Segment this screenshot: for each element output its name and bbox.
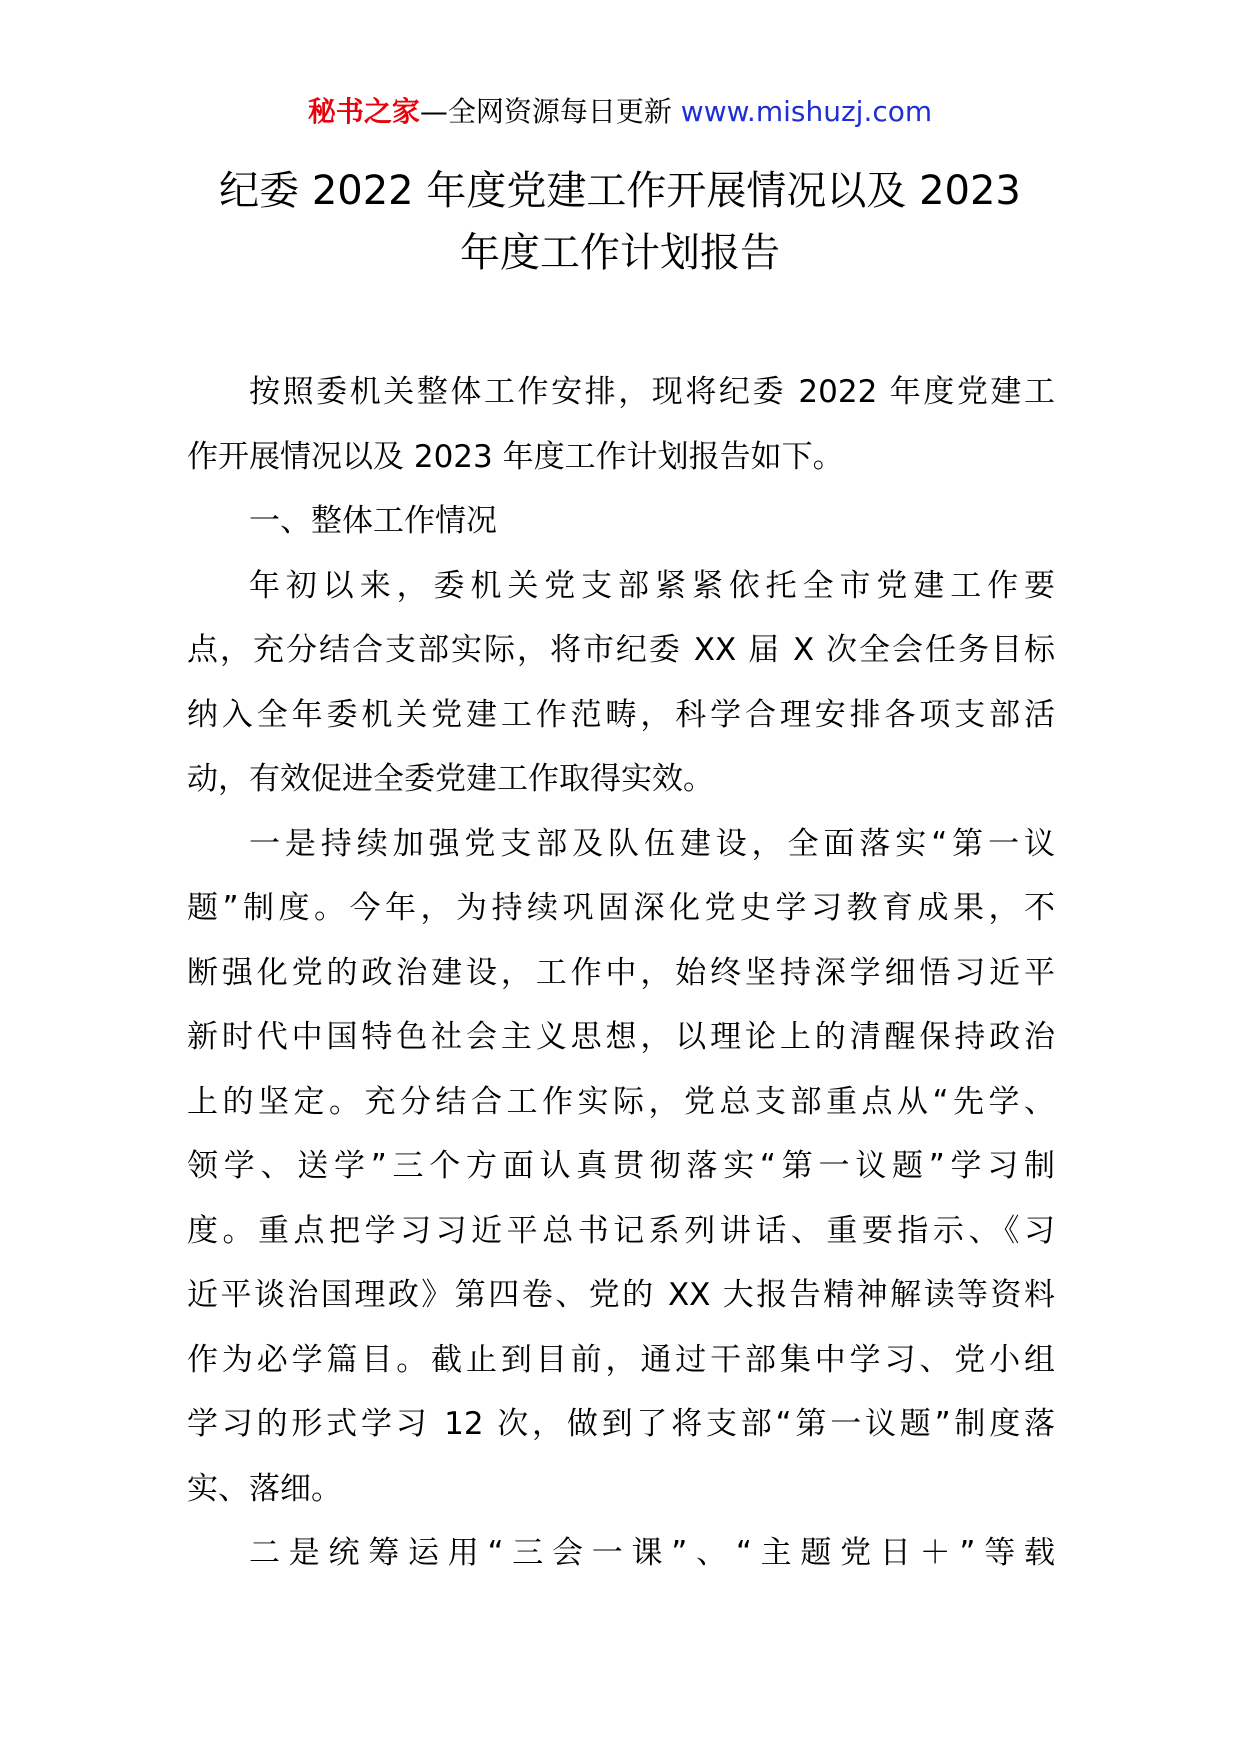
body-line: 实、落细。 [187,1470,342,1507]
brand-name: 秘书之家 [307,95,420,128]
body-line: 年初以来，委机关党支部紧紧依托全市党建工作要 [249,567,1055,604]
document-body [187,360,1055,1586]
body-line: 点，充分结合支部实际，将市纪委 XX 届 X 次全会任务目标 [187,632,1055,668]
body-line: 二是统筹运用“三会一课”、“主题党日＋”等载 [249,1535,1055,1571]
body-line: 断强化党的政治建设，工作中，始终坚持深学细悟习近平 [187,954,1055,991]
body-line: 按照委机关整体工作安排，现将纪委 2022 年度党建工 [249,374,1055,410]
body-line: 纳入全年委机关党建工作范畴，科学合理安排各项支部活 [187,696,1055,733]
title-line-2: 年度工作计划报告 [460,230,780,276]
document-title [170,160,1070,284]
site-header [0,92,1240,132]
body-line: 一是持续加强党支部及队伍建设，全面落实“第一议 [249,825,1055,862]
body-line: 动，有效促进全委党建工作取得实效。 [187,761,714,797]
body-line: 作开展情况以及 2023 年度工作计划报告如下。 [187,438,844,475]
body-line: 领学、送学”三个方面认真贯彻落实“第一议题”学习制 [187,1148,1055,1184]
body-line: 学习的形式学习 12 次，做到了将支部“第一议题”制度落 [187,1406,1055,1442]
body-line: 近平谈治国理政》第四卷、党的 XX 大报告精神解读等资料 [187,1277,1055,1313]
body-line: 作为必学篇目。截止到目前，通过干部集中学习、党小组 [187,1341,1055,1378]
body-line: 度。重点把学习习近平总书记系列讲话、重要指示、《习 [187,1212,1055,1249]
body-line: 上的坚定。充分结合工作实际，党总支部重点从“先学、 [187,1083,1055,1120]
body-line: 新时代中国特色社会主义思想，以理论上的清醒保持政治 [187,1019,1055,1055]
section-heading: 一、整体工作情况 [249,503,497,539]
body-line: 题”制度。今年，为持续巩固深化党史学习教育成果，不 [187,890,1055,926]
title-line-1: 纪委 2022 年度党建工作开展情况以及 2023 [219,168,1021,214]
header-slogan: —全网资源每日更新 [419,95,672,128]
site-url[interactable]: www.mishuzj.com [680,95,933,128]
